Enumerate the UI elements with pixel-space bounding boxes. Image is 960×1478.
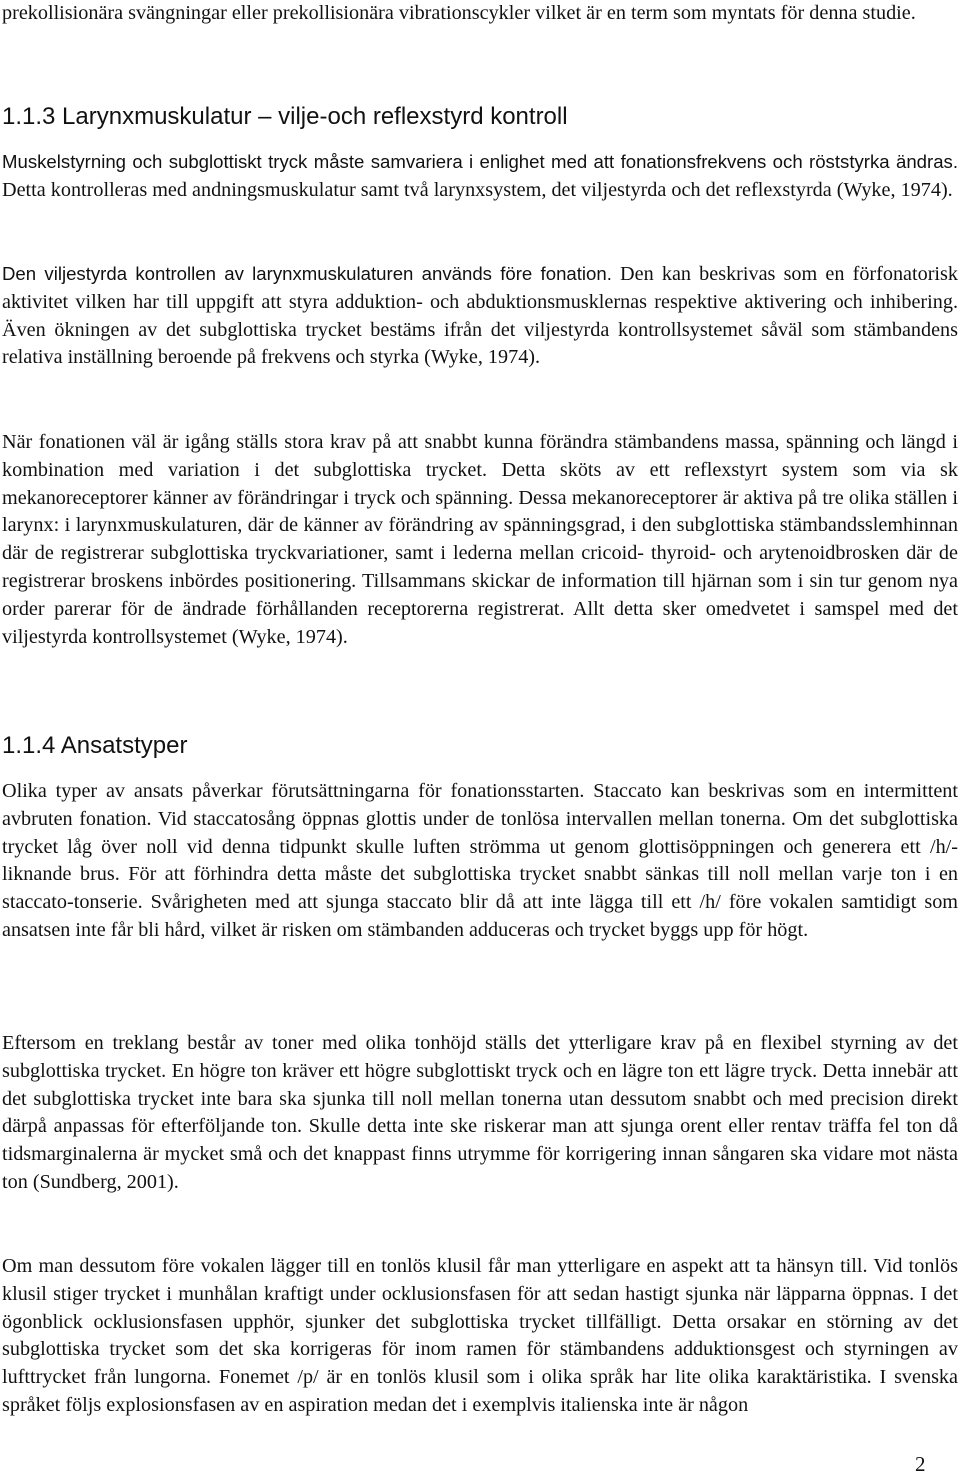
intro-paragraph-fragment: prekollisionära svängningar eller prekollisionära vibrationscykler vilket är en term som myntats för denna studie. (2, 2, 916, 24)
paragraph-viljestyrda-sans-part: Den viljestyrda kontrollen av larynxmuskulaturen används före fonation. (2, 263, 612, 284)
paragraph-tonlos-klusil: Om man dessutom före vokalen lägger till en tonlös klusil får man ytterligare en aspekt att ta hänsyn till. Vid tonlös klusil stiger trycket i munhålan kraftigt under ocklusionsfasen för att sedan hastigt sjunka när läpparna öppnas. I det ögonblick ocklusionsfasen upphör, sjunker det subglottiska trycket tillfälligt. Detta orsakar en störning av det subglottiska trycket som det ska korrigeras för inom ramen för stämbandens adduktionsgest och styrningen av lufttrycket från lungorna. Fonemet /p/ är en tonlös klusil som i olika språk har lite olika karaktäristika. I svenska språket följs explosionsfasen av en aspiration medan det i exemplvis italienska inte är någon (2, 1255, 958, 1416)
paragraph-muskelstyrning-serif-part: Detta kontrolleras med andningsmuskulatur samt två larynxsystem, det viljestyrda och det reflexstyrda (Wyke, 1974). (2, 178, 953, 201)
paragraph-muskelstyrning (2, 148, 958, 205)
section-heading-1-1-3: 1.1.3 Larynxmuskulatur – vilje-och reflexstyrd kontroll (2, 103, 568, 130)
paragraph-viljestyrda-kontrollen (2, 260, 958, 372)
paragraph-muskelstyrning-sans-part: Muskelstyrning och subglottiskt tryck måste samvariera i enlighet med att fonationsfrekvens och röststyrka ändras. (2, 151, 958, 172)
paragraph-ansatstyper-staccato: Olika typer av ansats påverkar förutsättningarna för fonationsstarten. Staccato kan beskrivas som en intermittent avbruten fonation. Vid staccatosång öppnas glottis under de tonlösa intervallen mellan tonerna. Om det subglottiska trycket låg över noll vid denna tidpunkt skulle luften strömma ut genom glottisöppningen och generera ett /h/-liknande brus. För att förhindra detta måste det subglottiska trycket snabbt sänkas till noll mellan varje ton i en staccato-tonserie. Svårigheten med att sjunga staccato blir då att inte lägga till ett /h/ före vokalen samtidigt som ansatsen inte får bli hård, vilket är risken om stämbanden adduceras och trycket byggs upp för högt. (2, 780, 958, 941)
paragraph-viljestyrda-serif-part: Den kan beskrivas som en förfonatorisk aktivitet vilken har till uppgift att styra adduktion- och abduktionsmusklernas respektive aktivering och inhibering. Även ökningen av det subglottiska trycket bestäms ifrån det viljestyrda kontrollsystemet såväl som stämbandens relativa inställning beroende på frekvens och styrka (Wyke, 1974). (2, 263, 958, 369)
paragraph-treklang: Eftersom en treklang består av toner med olika tonhöjd ställs det ytterligare krav på en flexibel styrning av det subglottiska trycket. En högre ton kräver ett högre subglottiskt tryck och en lägre ton ett lägre tryck. Detta innebär att det subglottiska trycket inte bara ska sjunka till noll mellan tonerna utan dessutom snabbt och med precision direkt därpå anpassas för efterföljande ton. Skulle detta inte ske riskerar man att sjunga orent eller rentav träffa fel ton då tidsmarginalerna är mycket små och det knappast finns utrymme för korrigering innan sångaren ska vidare mot nästa ton (Sundberg, 2001). (2, 1032, 958, 1193)
section-heading-1-1-4: 1.1.4 Ansatstyper (2, 732, 188, 759)
page-number: 2 (915, 1452, 926, 1476)
paragraph-fonationen-reflexstyrt: När fonationen väl är igång ställs stora krav på att snabbt kunna förändra stämbandens massa, spänning och längd i kombination med variation i det subglottiska trycket. Detta sköts av ett reflexstyrt system som via sk mekanoreceptorer känner av förändringar i tryck och spänning. Dessa mekanoreceptorer är aktiva på tre olika ställen i larynx: i larynxmuskulaturen, där de känner av förändring av spänningsgrad, i den subglottiska stämbandsslemhinnan där de registrerar subglottiska tryckvariationer, samt i lederna mellan cricoid- thyroid- och arytenoidbrosken där de registrerar broskens inbördes positionering. Tillsammans skickar de information till hjärnan som i sin tur genom nya order parerar för de ändrade förhållanden receptorerna registrerat. Allt detta sker omedvetet i samspel med det viljestyrda kontrollsystemet (Wyke, 1974). (2, 431, 958, 648)
